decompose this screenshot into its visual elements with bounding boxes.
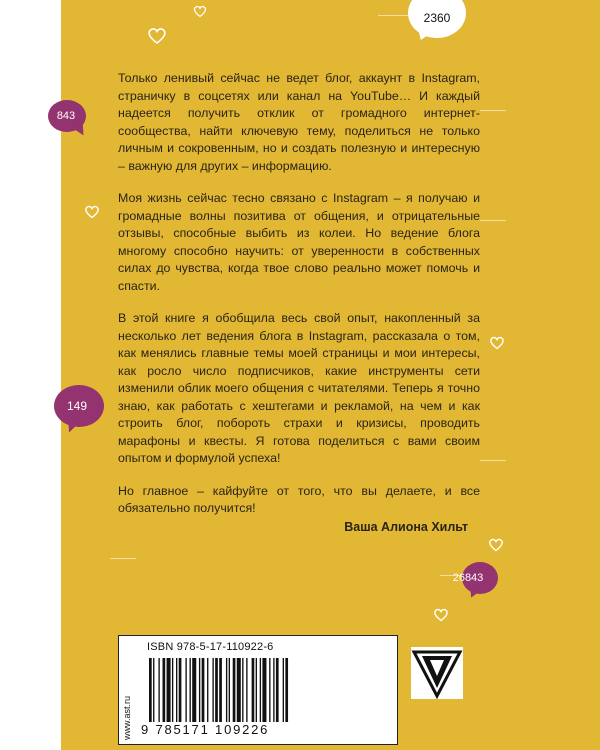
divider-line [480,220,506,221]
divider-line [378,15,408,16]
author-signature: Ваша Алиона Хильт [344,520,468,534]
heart-icon [193,5,207,18]
paragraph: Только ленивый сейчас не ведет блог, аккаунт в Instagram, страничку в соцсетях или канал на YouTube… И каждый надеется получить отклик от громадного интернет-сообщества, найти ключевую тему, поделиться не только личным и сокровенным, но и создать полезную и интересную – важную для других – информацию. [118,71,480,173]
heart-icon [147,27,167,45]
bubble-count: 843 [56,110,76,122]
paragraph: Но главное – кайфуйте от того, что вы делаете, и все обязательно получится! [118,483,480,515]
publisher-url: www.ast.ru [122,695,132,740]
annotation-text [118,70,480,533]
notification-bubble-right-lower [452,562,498,594]
heart-icon [84,205,100,219]
isbn-barcode-box [118,635,398,745]
notification-bubble-left-lower [54,385,104,427]
publisher-v-logo [410,646,464,700]
divider-line [480,460,506,461]
bubble-count: 2360 [423,11,451,25]
heart-icon [433,608,449,622]
barcode-digits: 9 785171 109226 [141,722,270,737]
divider-line [110,558,136,559]
barcode [149,658,365,722]
divider-line [480,110,506,111]
heart-icon [489,336,505,350]
bubble-count: 26843 [452,572,484,584]
paragraph: В этой книге я обобщила весь свой опыт, накопленный за несколько лет ведения блога в Instagram, рассказала о том, как менялись главные темы моей страницы и мои интересы, как росло число подписчиков, какие инструменты сети изменили облик моего общения с читателями. Теперь я точно знаю, как работать с хештегами и рекламой, на чем и как строить блог, побороть страхи и кризисы, проводить марафоны и квесты. Я готова поделиться с вами своим опытом и формулой успеха! [118,311,480,465]
paragraph: Моя жизнь сейчас тесно связано с Instagram – я получаю и громадные волны позитива от общения, и отрицательные отзывы, способные выбить из колеи. Но ведение блога многому способно научить: от уверенности в собственных силах до чувства, когда твое слово реально может помочь и спасти. [118,191,480,293]
bubble-count: 149 [66,399,88,413]
isbn-label: ISBN 978-5-17-110922-6 [147,641,274,653]
heart-icon [488,538,504,552]
